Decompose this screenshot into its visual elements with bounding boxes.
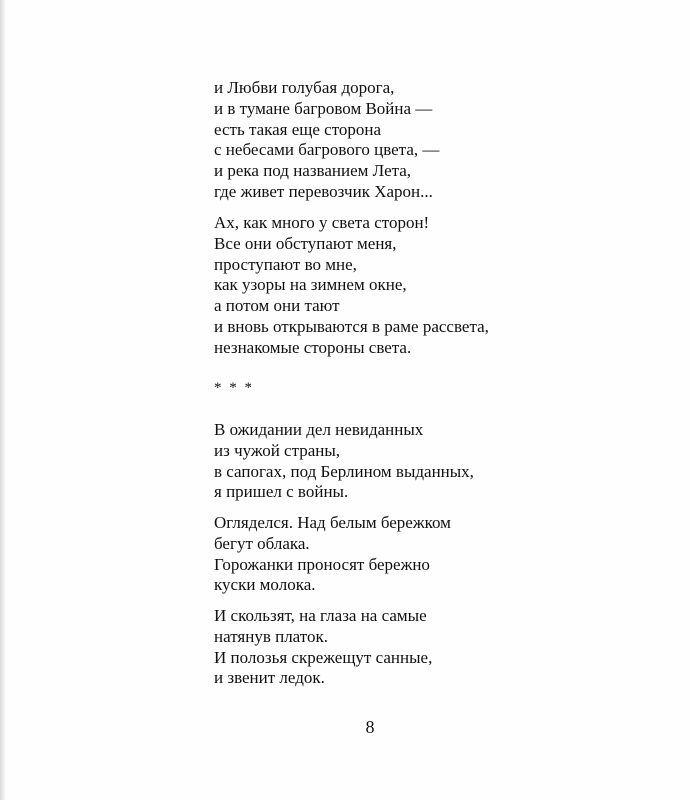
poem-line: есть такая еще сторона <box>214 119 382 139</box>
poem-line: а потом они тают <box>214 296 340 316</box>
page-number: 8 <box>365 717 375 737</box>
poem-line: Ах, как много у света сторон! <box>214 213 430 232</box>
poem-line: проступают во мне, <box>214 254 357 274</box>
poem-line: незнакомые стороны света. <box>214 337 412 357</box>
poem-separator: * * * <box>214 380 254 396</box>
poem-line: В ожидании дел невиданных <box>214 420 424 439</box>
poem-line: из чужой страны, <box>214 440 341 460</box>
poem-line: Огляделся. Над белым бережком <box>214 513 451 532</box>
poem-stanza <box>214 513 451 596</box>
poem-stanza <box>214 78 439 203</box>
poem-line: и в тумане багровом Война — <box>214 98 433 118</box>
poem-line: и звенит ледок. <box>214 668 325 688</box>
poem-line: и Любви голубая дорога, <box>214 78 395 97</box>
poem-line: Все они обступают меня, <box>214 233 397 253</box>
poem-line: И полозья скрежещут санные, <box>214 647 433 667</box>
poem-line: и вновь открываются в раме рассвета, <box>214 316 489 336</box>
poem-line: бегут облака. <box>214 533 310 553</box>
poem-line: и река под названием Лета, <box>214 161 412 181</box>
poem-line: Горожанки проносят бережно <box>214 554 430 574</box>
poem-line: как узоры на зимнем окне, <box>214 275 407 295</box>
poem-line: в сапогах, под Берлином выданных, <box>214 461 474 481</box>
poem-line: И скользят, на глаза на самые <box>214 606 427 625</box>
poem-line: я пришел с войны. <box>214 482 349 502</box>
poem-stanza <box>214 606 432 689</box>
page-edge-shadow <box>0 0 6 800</box>
poem-line: натянув платок. <box>214 626 329 646</box>
poem-line: где живет перевозчик Харон... <box>214 181 433 201</box>
poem-line: с небесами багрового цвета, — <box>214 140 440 160</box>
poem-stanza <box>214 420 474 503</box>
poem-stanza <box>214 213 489 359</box>
poem-line: куски молока. <box>214 575 316 595</box>
